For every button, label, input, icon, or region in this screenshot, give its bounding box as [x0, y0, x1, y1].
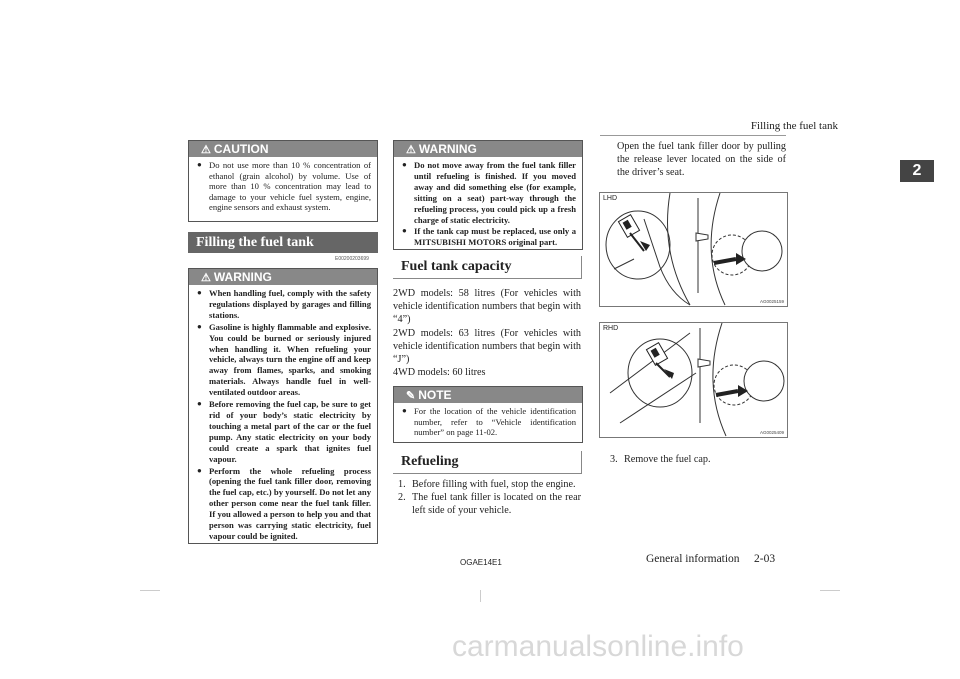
step-number: 2.: [398, 492, 406, 504]
bullet-icon: ●: [197, 288, 202, 297]
section-title-filling: Filling the fuel tank: [188, 232, 378, 253]
chapter-title: Filling the fuel tank: [750, 120, 838, 132]
bullet-icon: ●: [197, 160, 202, 169]
intro-text: Open the fuel tank filler door by pulling the release lever located on the side of the driver’s seat.: [617, 141, 786, 179]
warning-item: Perform the whole refueling process (opening the fuel tank filler door, removing the fuel cap, etc.) by yourself. Do not let any other person come near the fuel tank filler. If you allowed a person to help you and that person was carrying static electricity, fuel vapour could be ignited.: [209, 465, 371, 541]
figure-code: AG0025159: [759, 299, 784, 304]
figure-tag: LHD: [603, 195, 618, 202]
figure-code: AG0025409: [759, 430, 784, 435]
crop-mark: [820, 590, 840, 591]
warning-triangle-icon: ⚠: [201, 272, 211, 284]
note-box: [393, 386, 583, 443]
note-item: For the location of the vehicle identification number, refer to “Vehicle identification number” on page 11-02.: [414, 406, 576, 438]
watermark: carmanualsonline.info: [452, 630, 744, 663]
warning-title-1: WARNING: [213, 270, 272, 284]
document-id: OGAE14E1: [460, 558, 502, 567]
capacity-line: 2WD models: 58 litres (For vehicles with vehicle identification numbers that begin with “4”): [393, 288, 581, 326]
footer-section: General information: [646, 553, 740, 565]
fuel-door-lever-illustration: [600, 323, 787, 437]
crop-mark: [480, 590, 481, 602]
section-title-capacity: Fuel tank capacity: [393, 256, 582, 279]
warning-header-2: [394, 141, 582, 157]
caution-item: Do not use more than 10 % concentration of ethanol (grain alcohol) by volume. Use of more than 10 % concentration may lead to damage to your vehicle fuel system, engine, engine sensors and exhaust system.: [209, 160, 371, 213]
note-title: NOTE: [418, 388, 452, 402]
bullet-icon: ●: [197, 321, 202, 331]
step-text: The fuel tank filler is located on the rear left side of your vehicle.: [412, 492, 581, 517]
warning-header-1: [189, 269, 377, 285]
caution-header: [189, 141, 377, 157]
bullet-icon: ●: [197, 465, 202, 475]
warning-item: Gasoline is highly flammable and explosive. You could be burned or seriously injured when handling it. When refueling your vehicle, always turn the engine off and keep away from flames, sparks, and smoking materials. Always handle fuel in well-ventilated outdoor areas.: [209, 321, 371, 398]
warning-box-1: [188, 268, 378, 544]
section-title-refueling: Refueling: [393, 451, 582, 474]
capacity-line: 2WD models: 63 litres (For vehicles with vehicle identification numbers that begin with “J”): [393, 327, 581, 366]
warning-item: Do not move away from the fuel tank filler until refueling is finished. If you moved away and did something else (for example, sitting on a seat) part-way through the refueling process, you could pick up a fresh charge of static electricity.: [414, 160, 576, 225]
figure-tag: RHD: [603, 325, 619, 332]
header-rule: [600, 135, 786, 136]
section-code: E00200203699: [335, 256, 369, 262]
caution-box: [188, 140, 378, 222]
warning-item: If the tank cap must be replaced, use only a MITSUBISHI MOTORS original part.: [414, 226, 576, 248]
note-header: [394, 387, 582, 403]
bullet-icon: ●: [402, 160, 407, 169]
page-number: 2-03: [754, 553, 776, 565]
step-3: [610, 453, 786, 466]
warning-item: Before removing the fuel cap, be sure to get rid of your body’s static electricity by touching a metal part of the car or the fuel pump. Any static electricity on your body could create a spark that ignites fuel vapour.: [209, 399, 371, 464]
note-pen-icon: ✎: [406, 390, 416, 402]
warning-box-2: [393, 140, 583, 250]
caution-title: CAUTION: [213, 142, 269, 156]
warning-item: When handling fuel, comply with the safety regulations displayed by garages and filling stations.: [209, 288, 371, 320]
figure-rhd: [599, 322, 788, 438]
warning-title-2: WARNING: [418, 142, 477, 156]
crop-mark: [140, 590, 160, 591]
fuel-door-lever-illustration: [600, 193, 787, 306]
warning-triangle-icon: ⚠: [406, 144, 416, 156]
capacity-line: 4WD models: 60 litres: [393, 367, 486, 379]
step-text: Remove the fuel cap.: [624, 454, 711, 465]
refueling-steps: [398, 478, 581, 518]
warning-triangle-icon: ⚠: [201, 144, 211, 156]
step-number: 1.: [398, 479, 406, 490]
capacity-text: [393, 287, 581, 379]
chapter-tab[interactable]: 2: [900, 160, 934, 182]
bullet-icon: ●: [402, 406, 407, 415]
bullet-icon: ●: [402, 226, 407, 236]
step-text: Before filling with fuel, stop the engine.: [412, 479, 576, 490]
step-number: 3.: [610, 454, 618, 465]
figure-lhd: [599, 192, 788, 307]
bullet-icon: ●: [197, 399, 202, 409]
